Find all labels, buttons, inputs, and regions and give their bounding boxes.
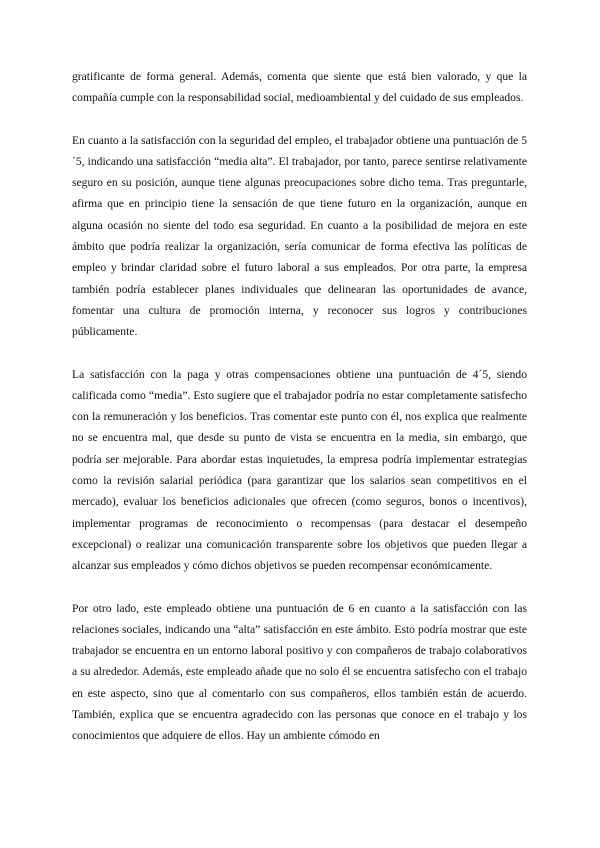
paragraph-pay-compensation: La satisfacción con la paga y otras compensaciones obtiene una puntuación de 4´5, siendo calificada como “media”. Esto sugiere que el trabajador podría no estar completamente satisfecho con la remuneración y los beneficios. Tras comentar este punto con él, nos explica que realmente no se encuentra mal, que desde su punto de vista se encuentra en la media, sin embargo, que podría ser mejorable. Para abordar estas inquietudes, la empresa podría implementar estrategias como la revisión salarial periódica (para garantizar que los salarios sean competitivos en el mercado), evaluar los beneficios adicionales que ofrecen (como seguros, bonos o incentivos), implementar programas de reconocimiento o recompensas (para destacar el desempeño excepcional) o realizar una comunicación transparente sobre los objetivos que pueden llegar a alcanzar sus empleados y cómo dichos objetivos se pueden recompensar económicamente.: [72, 367, 527, 573]
paragraph-continuation: gratificante de forma general. Además, comenta que siente que está bien valorado, y que la compañía cumple con la responsabilidad social, medioambiental y del cuidado de sus empleados.: [72, 70, 527, 105]
paragraph-social-relations: Por otro lado, este empleado obtiene una puntuación de 6 en cuanto a la satisfacción con las relaciones sociales, indicando una “alta” satisfacción en este ámbito. Esto podría mostrar que este trabajador se encuentra en un entorno laboral positivo y con compañeros de trabajo colaborativos a su alrededor. Además, este empleado añade que no solo él se encuentra satisfecho con el trabajo en este aspecto, sino que al comentarlo con sus compañeros, ellos también están de acuerdo. También, explica que se encuentra agradecido con las personas que conoce en el trabajo y los conocimientos que adquiere de ellos. Hay un ambiente cómodo en: [72, 601, 527, 743]
paragraph-job-security: En cuanto a la satisfacción con la seguridad del empleo, el trabajador obtiene una puntuación de 5´5, indicando una satisfacción “media alta”. El trabajador, por tanto, parece sentirse relativamente seguro en su posición, aunque tiene algunas preocupaciones sobre dicho tema. Tras preguntarle, afirma que en principio tiene la sensación de que tiene futuro en la organización, aunque en alguna ocasión no siente del todo esa seguridad. En cuanto a la posibilidad de mejora en este ámbito que podría realizar la organización, sería comunicar de forma efectiva las políticas de empleo y brindar claridad sobre el futuro laboral a sus empleados. Por otra parte, la empresa también podría establecer planes individuales que delinearan las oportunidades de avance, fomentar una cultura de promoción interna, y reconocer sus logros y contribuciones públicamente.: [72, 133, 527, 339]
document-page: [72, 66, 527, 768]
